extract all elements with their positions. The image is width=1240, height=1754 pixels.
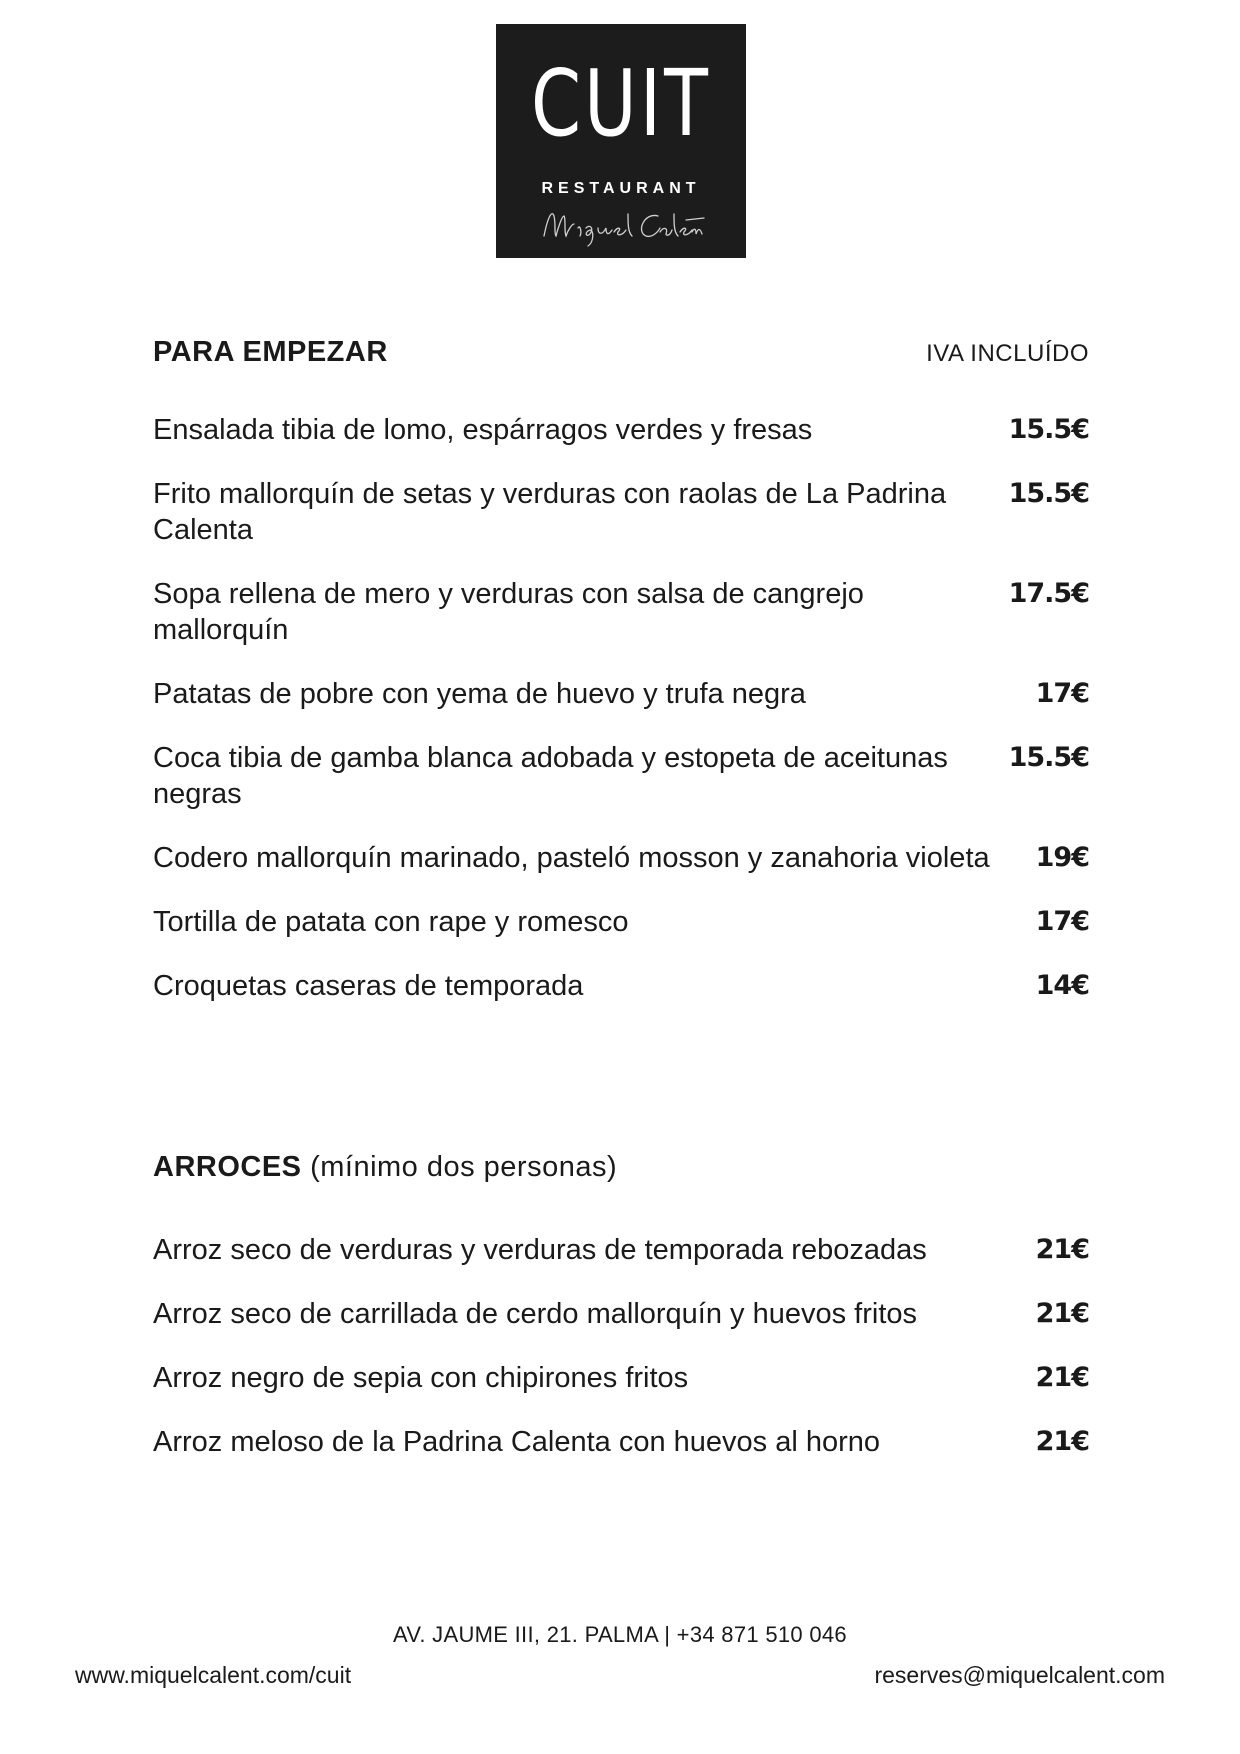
item-name: Arroz seco de verduras y verduras de temporada rebozadas xyxy=(153,1234,927,1266)
menu-item xyxy=(153,676,1089,712)
item-price: 15.5€ xyxy=(1008,414,1089,445)
menu-item xyxy=(153,476,1089,548)
logo-title: CUIT xyxy=(530,50,712,157)
item-price: 17.5€ xyxy=(1008,578,1089,609)
menu-item xyxy=(153,1232,1089,1268)
menu-item xyxy=(153,740,1089,812)
menu-item xyxy=(153,1360,1089,1396)
menu-item xyxy=(153,904,1089,940)
tax-note: IVA INCLUÍDO xyxy=(926,340,1089,367)
item-price: 15.5€ xyxy=(1008,742,1089,773)
item-name: Croquetas caseras de temporada xyxy=(153,970,584,1002)
menu-item xyxy=(153,412,1089,448)
menu-item xyxy=(153,968,1089,1004)
rice-list xyxy=(153,1232,1089,1460)
item-price: 21€ xyxy=(1035,1362,1089,1393)
item-name: Patatas de pobre con yema de huevo y trufa negra xyxy=(153,678,806,710)
starters-header xyxy=(153,336,1089,372)
starters-title: PARA EMPEZAR xyxy=(153,336,388,368)
item-price: 14€ xyxy=(1035,970,1089,1001)
item-name: Arroz negro de sepia con chipirones fritos xyxy=(153,1362,689,1394)
item-name: Tortilla de patata con rape y romesco xyxy=(153,906,629,938)
item-name: Coca tibia de gamba blanca adobada y estopeta de aceitunas negras xyxy=(153,742,948,810)
logo-signature-icon xyxy=(536,202,706,248)
item-name: Ensalada tibia de lomo, espárragos verdes y fresas xyxy=(153,414,813,446)
menu-item xyxy=(153,1424,1089,1460)
restaurant-logo xyxy=(496,24,746,258)
item-name: Sopa rellena de mero y verduras con salsa de cangrejo mallorquín xyxy=(153,578,864,646)
item-price: 19€ xyxy=(1035,842,1089,873)
item-price: 21€ xyxy=(1035,1234,1089,1265)
website-link[interactable]: www.miquelcalent.com/cuit xyxy=(75,1662,352,1688)
menu-item xyxy=(153,840,1089,876)
menu-item xyxy=(153,1296,1089,1332)
menu-item xyxy=(153,576,1089,648)
rice-title-label: ARROCES xyxy=(153,1151,302,1183)
rice-note: (mínimo dos personas) xyxy=(310,1151,618,1183)
item-name: Codero mallorquín marinado, pasteló mosson y zanahoria violeta xyxy=(153,842,990,874)
item-name: Frito mallorquín de setas y verduras con raolas de La Padrina Calenta xyxy=(153,478,947,546)
item-price: 21€ xyxy=(1035,1426,1089,1457)
footer-address: AV. JAUME III, 21. PALMA | +34 871 510 046 xyxy=(393,1622,847,1647)
item-name: Arroz meloso de la Padrina Calenta con huevos al horno xyxy=(153,1426,881,1458)
email-link[interactable]: reserves@miquelcalent.com xyxy=(874,1662,1165,1688)
rice-header xyxy=(153,1151,1089,1187)
item-price: 17€ xyxy=(1035,678,1089,709)
item-price: 17€ xyxy=(1035,906,1089,937)
item-name: Arroz seco de carrillada de cerdo mallorquín y huevos fritos xyxy=(153,1298,918,1330)
item-price: 15.5€ xyxy=(1008,478,1089,509)
starters-list xyxy=(153,412,1089,1004)
logo-subtitle: RESTAURANT xyxy=(541,180,701,197)
rice-title xyxy=(153,1151,617,1184)
item-price: 21€ xyxy=(1035,1298,1089,1329)
